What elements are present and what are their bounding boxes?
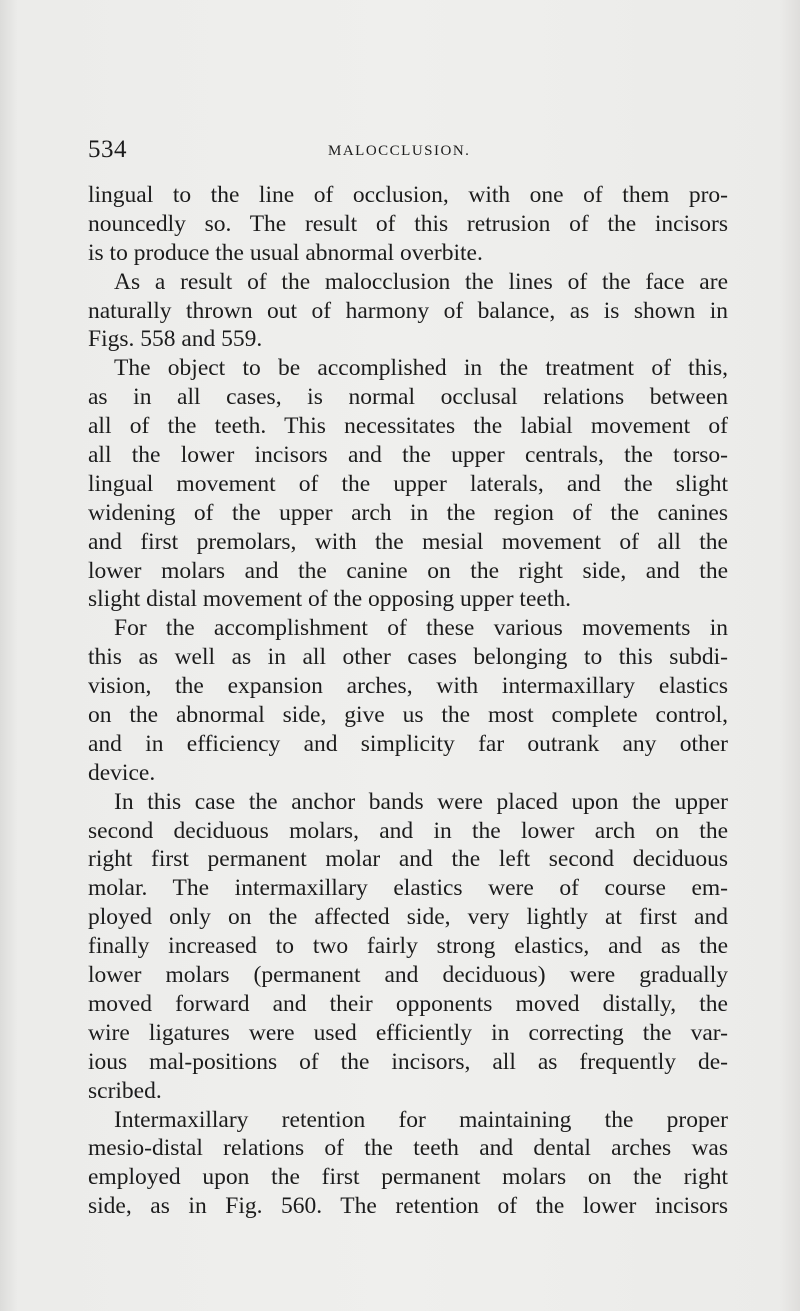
text-line: For the accomplishment of these various movements in [114, 615, 728, 642]
text-line: molar. The intermaxillary elastics were of course em- [88, 875, 728, 902]
text-line: lingual to the line of occlusion, with one of them pro- [88, 182, 728, 208]
text-line: side, as in Fig. 560. The retention of the lower incisors [88, 1193, 728, 1220]
text-line: In this case the anchor bands were placed upon the upper [114, 788, 728, 815]
body-text [88, 181, 728, 1221]
text-line: ious mal-positions of the incisors, all as frequently de- [88, 1048, 728, 1075]
text-line: As a result of the malocclusion the lines of the face are [114, 268, 728, 295]
text-line: mesio-distal relations of the teeth and dental arches was [88, 1135, 728, 1162]
text-line: ployed only on the affected side, very lightly at first and [88, 904, 728, 931]
text-line: and in efficiency and simplicity far outrank any other [88, 730, 728, 757]
text-line: lower molars and the canine on the right side, and the [88, 557, 728, 584]
text-line: lower molars (permanent and deciduous) were gradually [88, 962, 728, 989]
text-line: finally increased to two fairly strong elastics, and as the [88, 933, 728, 960]
page-header [88, 136, 728, 170]
text-line: slight distal movement of the opposing upper teeth. [88, 586, 571, 613]
text-line: moved forward and their opponents moved distally, the [88, 990, 728, 1017]
text-line: scribed. [88, 1077, 162, 1104]
text-line: employed upon the first permanent molars on the right [88, 1164, 728, 1191]
text-line: wire ligatures were used efficiently in correcting the var- [88, 1019, 728, 1046]
text-line: Intermaxillary retention for maintaining the proper [114, 1106, 728, 1133]
text-line: Figs. 558 and 559. [88, 326, 263, 353]
text-line: lingual movement of the upper laterals, and the slight [88, 470, 728, 497]
running-head: MALOCCLUSION. [328, 143, 471, 159]
text-line: second deciduous molars, and in the lower arch on the [88, 817, 728, 844]
text-line: The object to be accomplished in the treatment of this, [114, 355, 728, 382]
text-line: naturally thrown out of harmony of balance, as is shown in [88, 297, 728, 324]
text-line: on the abnormal side, give us the most complete control, [88, 702, 728, 729]
text-line: as in all cases, is normal occlusal relations between [88, 384, 728, 411]
text-line: is to produce the usual abnormal overbite. [88, 239, 483, 266]
text-line: nouncedly so. The result of this retrusion of the incisors [88, 210, 728, 237]
text-line: right first permanent molar and the left second deciduous [88, 846, 728, 873]
text-line: device. [88, 759, 156, 786]
text-line: widening of the upper arch in the region of the canines [88, 499, 728, 526]
text-line: and first premolars, with the mesial movement of all the [88, 528, 728, 555]
text-line: this as well as in all other cases belonging to this subdi- [88, 644, 728, 671]
text-line: vision, the expansion arches, with intermaxillary elastics [88, 673, 728, 700]
text-line: all of the teeth. This necessitates the labial movement of [88, 413, 728, 440]
text-line: all the lower incisors and the upper centrals, the torso- [88, 442, 728, 469]
page-number: 534 [88, 136, 127, 163]
